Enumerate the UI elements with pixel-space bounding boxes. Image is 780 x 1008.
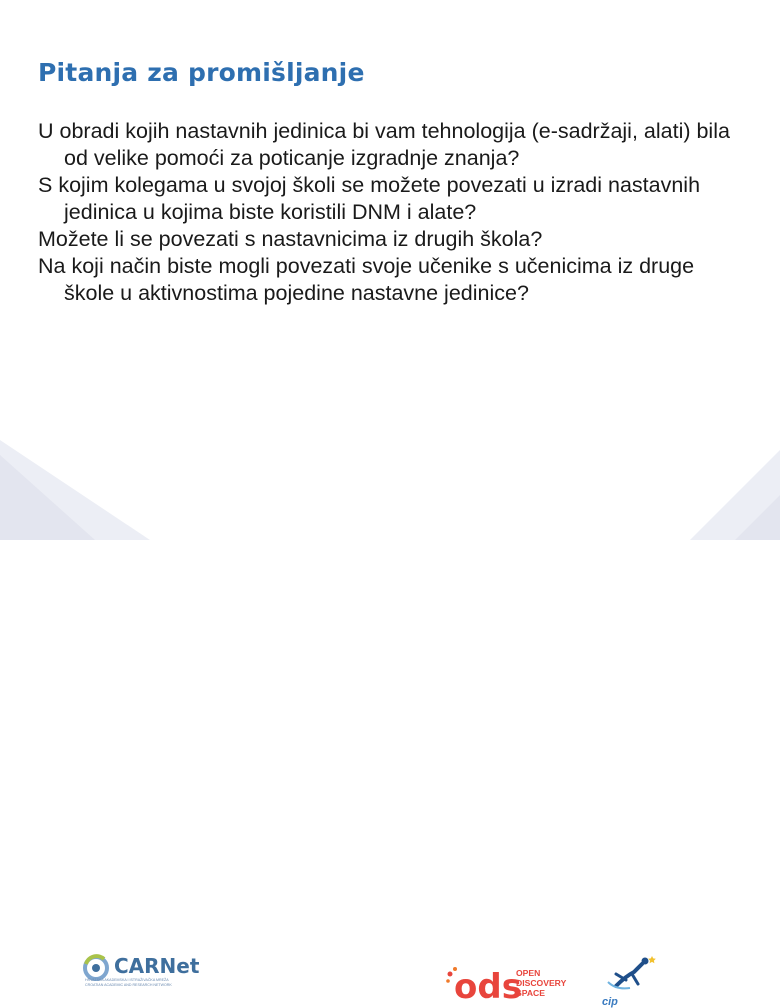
svg-text:ods: ods — [454, 967, 522, 1007]
ods-line: SPACE — [516, 988, 545, 998]
question-list — [38, 118, 748, 307]
footer-logos — [0, 470, 780, 1008]
ods-line: OPEN — [516, 968, 541, 978]
carnet-subtitle-line: HRVATSKA AKADEMSKA I ISTRAŽIVAČKA MREŽA — [85, 978, 169, 982]
ods-line: DISCOVERY — [516, 978, 567, 988]
cip-logo — [602, 952, 660, 1008]
question-item: U obradi kojih nastavnih jedinica bi vam tehnologija (e-sadržaji, alati) bila od velike pomoći za poticanje izgradnje znanja? — [38, 119, 730, 170]
ods-name — [516, 968, 566, 998]
cip-figure-icon — [602, 952, 660, 998]
question-item: S kojim kolegama u svojoj školi se možete povezati u izradi nastavnih jedinica u kojima biste koristili DNM i alate? — [38, 173, 701, 224]
cip-name: cip — [602, 996, 618, 1008]
slide-title: Pitanja za promišljanje — [38, 58, 365, 87]
ods-logo — [444, 960, 596, 1007]
question-item: Možete li se povezati s nastavnicima iz drugih škola? — [38, 227, 543, 251]
question-item: Na koji način biste mogli povezati svoje učenike s učenicima iz druge škole u aktivnostima pojedine nastavne jedinice? — [38, 254, 695, 305]
ods-mark-icon — [444, 960, 522, 1007]
carnet-name: CARNet — [114, 954, 200, 978]
carnet-subtitle — [85, 978, 215, 988]
carnet-logo — [82, 952, 222, 998]
carnet-subtitle-line: CROATIAN ACADEMIC AND RESEARCH NETWORK — [85, 983, 172, 987]
